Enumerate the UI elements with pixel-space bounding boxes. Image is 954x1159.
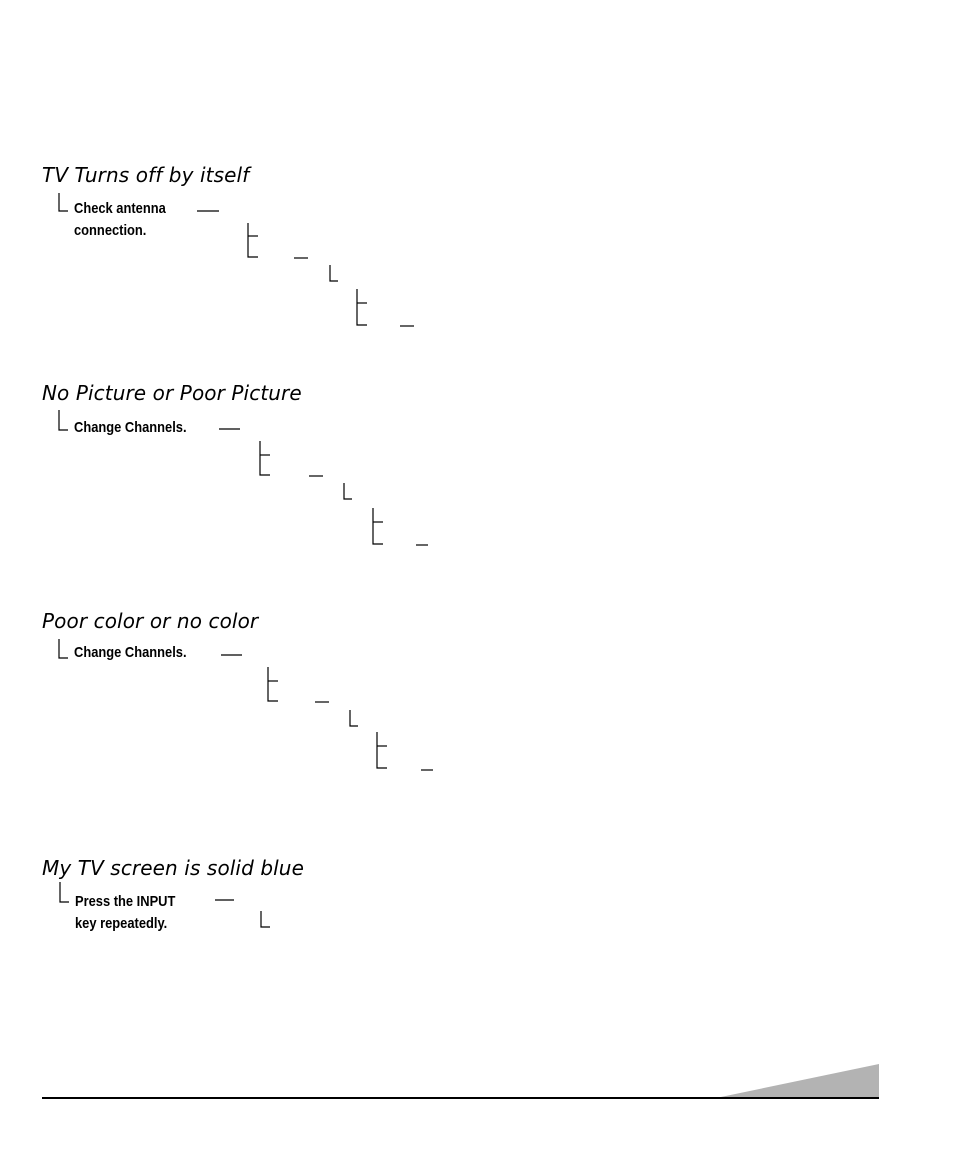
step-change-channels: [74, 642, 187, 664]
step-change-channels: [74, 417, 187, 439]
connector-branch: [248, 223, 258, 257]
connector-elbow: [59, 639, 68, 658]
connector-elbow: [59, 410, 68, 430]
connector-branch: [260, 441, 270, 475]
connector-elbow: [59, 193, 68, 211]
section-heading-solid-blue: My TV screen is solid blue: [42, 856, 304, 880]
section-heading-poor-color: Poor color or no color: [42, 609, 259, 633]
section-heading-no-picture: No Picture or Poor Picture: [42, 381, 302, 405]
connector-elbow: [330, 265, 338, 281]
corner-page-tab: [716, 1064, 879, 1098]
step-line: Change Channels.: [74, 419, 187, 436]
connector-elbow: [350, 710, 358, 726]
connector-elbow: [261, 911, 270, 927]
footer-rule: [42, 1097, 879, 1099]
step-check-antenna: [74, 198, 166, 242]
connector-elbow: [60, 882, 69, 902]
connector-branch: [268, 667, 278, 701]
connector-elbow: [344, 483, 352, 499]
connector-branch: [373, 508, 383, 544]
step-line: Check antenna: [74, 200, 166, 217]
step-press-input: [75, 891, 175, 935]
connector-branch: [377, 732, 387, 768]
step-line: Press the INPUT: [75, 893, 176, 910]
connector-branch: [357, 289, 367, 325]
section-heading-tv-turns-off: TV Turns off by itself: [42, 163, 250, 187]
step-line: Change Channels.: [74, 644, 187, 661]
step-line: connection.: [74, 222, 147, 239]
step-line: key repeatedly.: [75, 915, 168, 932]
